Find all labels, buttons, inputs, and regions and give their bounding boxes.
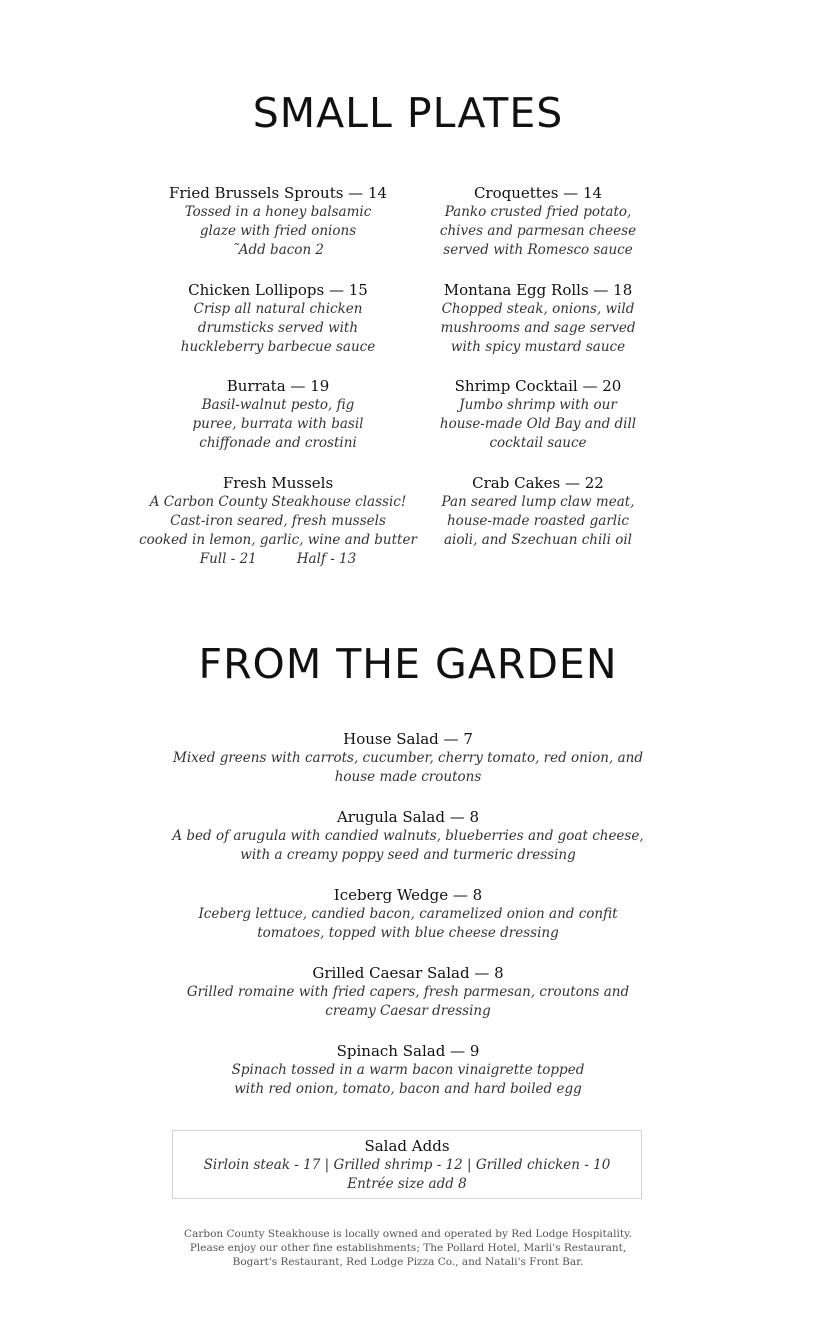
salad-adds-box [172,1130,642,1199]
item-desc-line: served with Romesco sauce [443,242,633,258]
item-desc-line: chiffonade and crostini [199,435,357,451]
menu-item [150,729,666,807]
item-name: Fried Brussels Sprouts — 14 [168,184,388,202]
menu-item [150,1041,666,1119]
item-name: Spinach Salad — 9 [336,1042,480,1060]
menu-item [138,280,418,377]
item-desc-line: house made croutons [334,769,482,785]
item-desc-line: Panko crusted fried potato, [444,204,632,220]
salad-adds-options: Sirloin steak - 17 | Grilled shrimp - 12 | Grilled chicken - 10 [203,1157,611,1173]
footer-line: Bogart's Restaurant, Red Lodge Pizza Co., and Natali's Front Bar. [232,1256,584,1268]
footer-line: Carbon County Steakhouse is locally owned and operated by Red Lodge Hospitality. [184,1228,632,1240]
menu-item [150,963,666,1041]
item-desc-line: house-made Old Bay and dill [439,416,637,432]
item-name: Chicken Lollipops — 15 [188,280,368,299]
item-price-line [138,550,418,569]
small-plates-right-column [428,183,648,569]
item-name: Burrata — 19 [226,377,330,395]
menu-item [150,885,666,963]
item-desc-line: with a creamy poppy seed and turmeric dressing [240,847,576,863]
item-desc-line: cocktail sauce [489,435,587,451]
item-desc-line: A Carbon County Steakhouse classic! [149,493,407,510]
item-desc-line: A bed of arugula with candied walnuts, blueberries and goat cheese, [172,828,644,844]
item-desc-line: cooked in lemon, garlic, wine and butter [139,531,417,548]
item-desc-line: Tossed in a honey balsamic [184,204,372,220]
menu-item [428,376,648,473]
menu-item [428,183,648,280]
item-name: Grilled Caesar Salad — 8 [312,964,504,982]
item-name: Shrimp Cocktail — 20 [454,377,622,395]
item-desc-line: Iceberg lettuce, candied bacon, caramelized onion and confit [198,906,618,922]
item-name: Arugula Salad — 8 [336,808,480,826]
small-plates-left-column [138,183,418,569]
item-name: Iceberg Wedge — 8 [333,886,483,904]
item-desc-line: creamy Caesar dressing [325,1003,491,1019]
item-desc-line: Crisp all natural chicken [193,300,363,317]
item-name: Croquettes — 14 [473,184,603,202]
item-desc-line: Jumbo shrimp with our [459,397,617,413]
menu-item [138,473,418,570]
section-title-small-plates: SMALL PLATES [252,89,564,137]
item-desc-line: mushrooms and sage served [440,319,636,336]
item-desc-line: Basil-walnut pesto, fig [201,397,355,413]
item-desc-line: drumsticks served with [197,319,359,336]
footer-line: Please enjoy our other fine establishments; The Pollard Hotel, Marli's Restaurant, [189,1242,627,1254]
item-desc-line: ˜Add bacon 2 [231,242,325,258]
menu-item [150,807,666,885]
menu-item [428,280,648,377]
item-desc-line: Pan seared lump claw meat, [441,493,635,510]
item-desc-line: aioli, and Szechuan chili oil [444,531,632,548]
item-desc-line: glaze with fried onions [199,223,357,239]
item-desc-line: with spicy mustard sauce [450,338,626,355]
menu-item [138,183,418,280]
item-desc-line: Spinach tossed in a warm bacon vinaigrette topped [231,1062,585,1078]
salad-adds-entree: Entrée size add 8 [347,1176,467,1192]
item-desc-line: Cast-iron seared, fresh mussels [170,512,386,529]
menu-item [428,473,648,570]
garden-list [150,729,666,1119]
price-half: Half - 13 [296,550,357,567]
item-desc-line: house-made roasted garlic [446,512,629,529]
menu-item [138,376,418,473]
section-title-garden: FROM THE GARDEN [198,640,618,688]
item-desc-line: Grilled romaine with fried capers, fresh parmesan, croutons and [186,984,630,1000]
salad-adds-title: Salad Adds [364,1137,450,1155]
item-desc-line: chives and parmesan cheese [439,223,637,239]
item-desc-line: huckleberry barbecue sauce [180,338,376,355]
item-name: Fresh Mussels [222,473,334,492]
item-name: Montana Egg Rolls — 18 [443,280,633,299]
item-name: Crab Cakes — 22 [472,473,604,492]
item-desc-line: with red onion, tomato, bacon and hard boiled egg [234,1081,582,1097]
item-desc-line: Chopped steak, onions, wild [441,300,635,317]
item-desc-line: puree, burrata with basil [192,416,364,432]
item-desc-line: tomatoes, topped with blue cheese dressing [257,925,559,941]
item-desc-line: Mixed greens with carrots, cucumber, cherry tomato, red onion, and [173,750,643,766]
item-name: House Salad — 7 [343,730,473,748]
price-full: Full - 21 [199,550,257,567]
footer-note [150,1227,666,1269]
